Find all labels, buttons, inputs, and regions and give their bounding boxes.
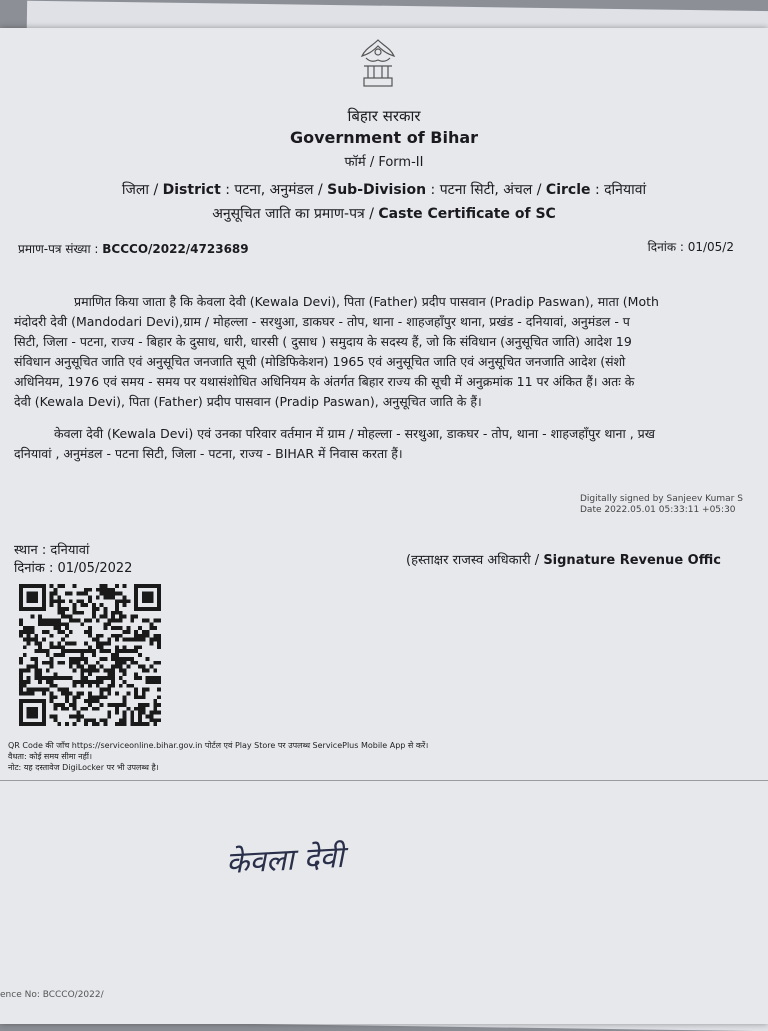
district-label-hindi: जिला / [121,182,163,198]
digital-signature-name: Digitally signed by Sanjeev Kumar S [580,494,743,504]
certificate-type: Caste Certificate of SC [378,206,556,222]
revenue-officer-signature-label [406,550,721,568]
paragraph-line: सिटी, जिला - पटना, राज्य - बिहार के दुसाध, धारी, धारसी ( दुसाध ) समुदाय के सदस्य हैं, जो कि संविधान (अनुसूचित जाति) आदेश 19 [14,334,632,349]
district-value: : पटना, अनुमंडल / [220,182,328,198]
issue-date-top: दिनांक : 01/05/2 [647,240,734,254]
signature-label-english: Signature Revenue Offic [543,553,721,568]
certificate-type-hindi: अनुसूचित जाति का प्रमाण-पत्र / [212,206,379,222]
bihar-emblem-icon [352,36,404,96]
state-government-hindi-title: बिहार सरकार [347,107,421,125]
qr-code-icon [14,584,166,726]
certificate-page [0,28,768,1024]
subdivision-label: Sub-Division [327,182,427,198]
paragraph-line: मंदोदरी देवी (Mandodari Devi),ग्राम / मोहल्ला - सरथुआ, डाकघर - तोप, थाना - शाहजहाँपुर थाना, प्रखंड - दनियावां, अनुमंडल - प [14,314,630,329]
signature-label-hindi: (हस्ताक्षर राजस्व अधिकारी / [406,553,544,568]
certificate-type-line [0,204,768,223]
district-line [0,180,768,199]
state-government-title: Government of Bihar [289,128,479,147]
place-of-issue: स्थान : दनियावां [14,543,90,558]
paragraph-line: केवला देवी (Kewala Devi) एवं उनका परिवार वर्तमान में ग्राम / मोहल्ला - सरथुआ, डाकघर - तोप, थाना - शाहजहाँपुर थाना , प्रख [54,426,655,441]
handwritten-signature: केवला देवी [225,839,345,882]
paragraph-line: प्रमाणित किया जाता है कि केवला देवी (Kewala Devi), पिता (Father) प्रदीप पासवान (Pradip Paswan), माता (Moth [74,294,659,309]
issue-date-bottom: दिनांक : 01/05/2022 [14,561,133,576]
form-number: फॉर्म / Form-II [344,155,424,170]
paragraph-line: दनियावां , अनुमंडल - पटना सिटी, जिला - पटना, राज्य - BIHAR में निवास करता हैं। [14,446,403,461]
paragraph-line: संविधान अनुसूचित जाति एवं अनुसूचित जनजाति सूची (मोडिफिकेशन) 1965 एवं अनुसूचित जाति एवं अनुसूचित जनजाति आदेश (संशो [14,354,626,369]
digital-signature-block [580,494,743,516]
digilocker-note: नोट: यह दस्तावेज DigiLocker पर भी उपलब्ध है। [8,763,159,772]
subdivision-value: : पटना सिटी, अंचल / [426,182,546,198]
validity-note: वैधता: कोई समय सीमा नहीं। [8,752,92,761]
certification-paragraph [14,292,754,412]
certificate-number-value: BCCCO/2022/4723689 [102,242,249,256]
digital-signature-date: Date 2022.05.01 05:33:11 +05:30 [580,505,736,515]
circle-value: : दनियावां [590,182,647,198]
paragraph-line: देवी (Kewala Devi), पिता (Father) प्रदीप पासवान (Pradip Paswan), अनुसूचित जाति के हैं। [14,394,482,409]
residence-paragraph [14,424,754,464]
district-label: District [162,182,221,198]
qr-verification-note: QR Code की जाँच https://serviceonline.bihar.gov.in पोर्टल एवं Play Store पर उपलब्ध ServicePlus Mobile App से करें। [8,741,429,750]
reference-number-partial: ence No: BCCCO/2022/ [0,990,104,1000]
certificate-number-label: प्रमाण-पत्र संख्या : [18,242,103,256]
divider [0,780,768,781]
circle-label: Circle [545,182,591,198]
paragraph-line: अधिनियम, 1976 एवं समय - समय पर यथासंशोधित अधिनियम के अंतर्गत बिहार राज्य की सूची में अनुक्रमांक 11 पर अंकित हैं। अतः के [14,374,635,389]
certificate-number [18,240,249,257]
